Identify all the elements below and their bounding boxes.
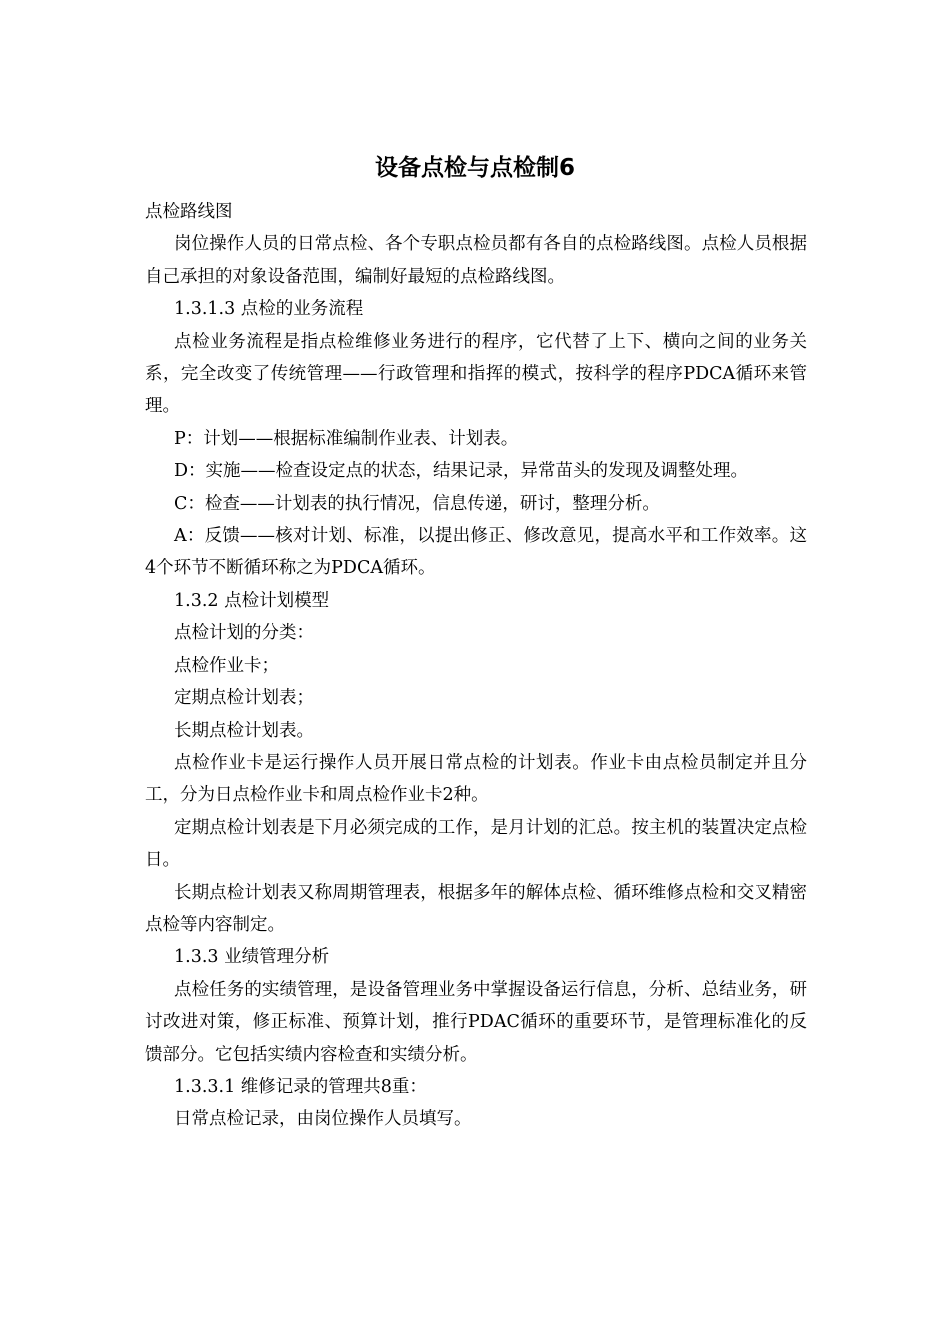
paragraph: C：检查——计划表的执行情况，信息传递，研讨，整理分析。 bbox=[174, 493, 660, 514]
paragraph: D：实施——检查设定点的状态，结果记录，异常苗头的发现及调整处理。 bbox=[174, 461, 749, 482]
paragraph: A：反馈——核对计划、标准，以提出修正、修改意见，提高水平和工作效率。这4个环节不断循环称之为PDCA循环。 bbox=[145, 526, 807, 579]
document-body bbox=[145, 196, 807, 1136]
paragraph: 点检作业卡是运行操作人员开展日常点检的计划表。作业卡由点检员制定并且分工，分为日点检作业卡和周点检作业卡2种。 bbox=[145, 752, 807, 806]
paragraph: 点检路线图 bbox=[145, 202, 233, 222]
paragraph: 点检业务流程是指点检维修业务进行的程序，它代替了上下、横向之间的业务关系，完全改变了传统管理——行政管理和指挥的模式，按科学的程序PDCA循环来管理。 bbox=[145, 331, 807, 417]
paragraph: 点检计划的分类： bbox=[174, 623, 314, 644]
section-heading: 1.3.3 业绩管理分析 bbox=[174, 947, 330, 968]
list-item: 定期点检计划表； bbox=[174, 688, 314, 709]
list-item: 点检作业卡； bbox=[174, 655, 279, 676]
list-item: 长期点检计划表。 bbox=[174, 720, 314, 741]
paragraph: 长期点检计划表又称周期管理表，根据多年的解体点检、循环维修点检和交叉精密点检等内容制定。 bbox=[145, 882, 807, 935]
paragraph: 定期点检计划表是下月必须完成的工作，是月计划的汇总。按主机的装置决定点检日。 bbox=[145, 817, 807, 871]
section-heading: 1.3.1.3 点检的业务流程 bbox=[174, 299, 364, 320]
section-heading: 1.3.3.1 维修记录的管理共8重： bbox=[174, 1076, 427, 1097]
paragraph: P：计划——根据标准编制作业表、计划表。 bbox=[174, 428, 519, 449]
section-heading: 1.3.2 点检计划模型 bbox=[174, 590, 330, 611]
paragraph: 日常点检记录，由岗位操作人员填写。 bbox=[174, 1109, 472, 1130]
paragraph: 点检任务的实绩管理，是设备管理业务中掌握设备运行信息，分析、总结业务，研讨改进对策，修正标准、预算计划，推行PDAC循环的重要环节，是管理标准化的反馈部分。它包括实绩内容检查和实绩分析。 bbox=[145, 979, 807, 1065]
paragraph: 岗位操作人员的日常点检、各个专职点检员都有各自的点检路线图。点检人员根据自己承担的对象设备范围，编制好最短的点检路线图。 bbox=[145, 234, 807, 287]
document-title: 设备点检与点检制6 bbox=[374, 155, 575, 181]
